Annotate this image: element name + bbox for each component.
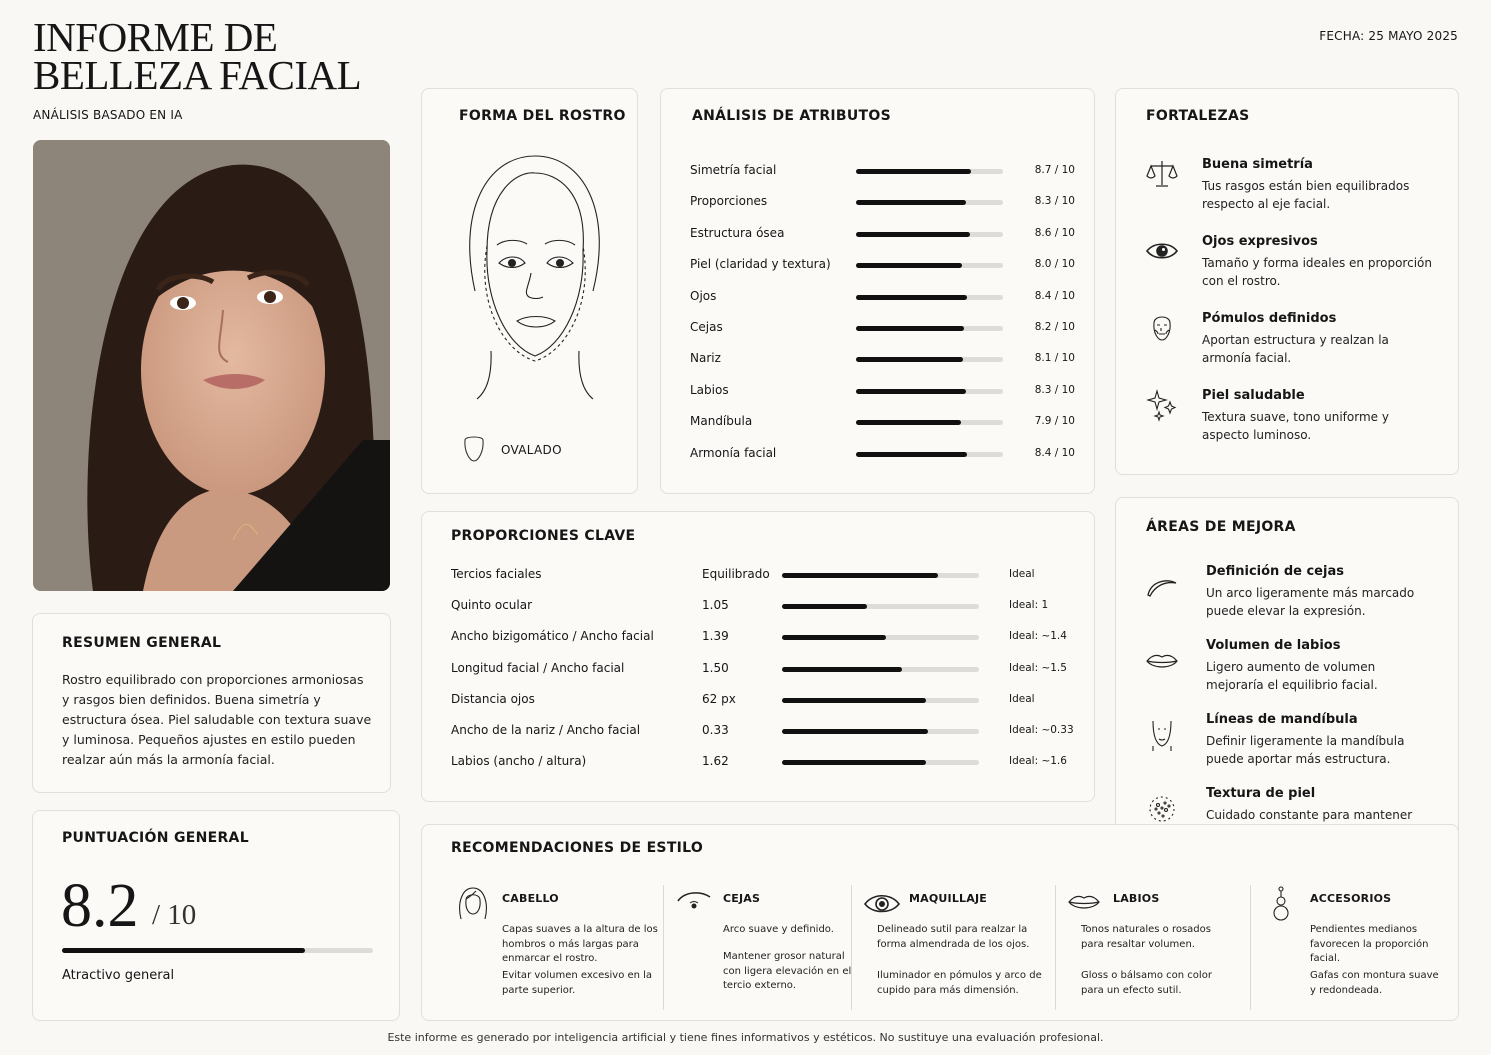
proportion-label: Quinto ocular — [451, 598, 533, 613]
recommendation-title: LABIOS — [1113, 892, 1160, 905]
attribute-row — [690, 412, 1075, 432]
proportion-value: 1.62 — [702, 754, 729, 769]
recommendation-text-1: Capas suaves a la altura de los hombros o más largas para enmarcar el rostro. — [502, 924, 658, 964]
proportion-row — [451, 752, 1091, 772]
eye-makeup-icon — [863, 885, 901, 923]
proportion-bar — [782, 573, 979, 578]
recommendation-divider — [1055, 885, 1056, 1010]
recommendation-text-2: Evitar volumen excesivo en la parte superior. — [502, 970, 653, 996]
attribute-bar — [856, 169, 1003, 174]
recommendation-cabello — [454, 885, 687, 1010]
attribute-label: Ojos — [690, 288, 717, 303]
attribute-bar — [856, 452, 1003, 457]
improvement-title: Textura de piel — [1206, 786, 1316, 801]
attribute-bar-fill — [856, 295, 967, 300]
attribute-bar — [856, 420, 1003, 425]
proportion-label: Longitud facial / Ancho facial — [451, 660, 625, 675]
attribute-label: Armonía facial — [690, 445, 777, 460]
proportion-bar-fill — [782, 698, 926, 703]
hair-icon — [454, 885, 492, 923]
proportion-row — [451, 565, 1091, 585]
proportion-ideal: Ideal: 1 — [1009, 599, 1049, 612]
proportion-label: Ancho bizigomático / Ancho facial — [451, 629, 654, 644]
face-cheekbones-icon — [1145, 311, 1179, 345]
strength-title: Buena simetría — [1202, 157, 1313, 172]
improvement-title: Definición de cejas — [1206, 564, 1344, 579]
proportion-value: 1.05 — [702, 598, 729, 613]
attribute-label: Piel (claridad y textura) — [690, 257, 831, 272]
strength-title: Pómulos definidos — [1202, 311, 1337, 326]
summary-title: RESUMEN GENERAL — [62, 635, 222, 651]
proportion-ideal: Ideal: ~1.5 — [1009, 661, 1067, 674]
attribute-bar — [856, 389, 1003, 394]
attribute-value: 8.0 / 10 — [1034, 258, 1075, 271]
attribute-row — [690, 224, 1075, 244]
attribute-label: Labios — [690, 382, 729, 397]
attribute-value: 8.2 / 10 — [1034, 321, 1075, 333]
attribute-bar-fill — [856, 200, 966, 205]
recommendation-divider — [1250, 885, 1251, 1010]
face-shape-label: OVALADO — [501, 443, 562, 457]
proportion-bar-fill — [782, 573, 938, 578]
attribute-row — [690, 444, 1075, 464]
attribute-value: 8.3 / 10 — [1034, 383, 1075, 396]
recommendation-text-2: Iluminador en pómulos y arco de cupido para más dimensión. — [877, 970, 1042, 996]
proportion-value: 1.39 — [702, 629, 729, 644]
recommendation-title: ACCESORIOS — [1310, 892, 1392, 905]
strength-desc: Aportan estructura y realzan la armonía facial. — [1202, 333, 1389, 365]
attribute-row — [690, 192, 1075, 212]
score-max: / 10 — [152, 899, 197, 931]
skin-texture-icon — [1145, 792, 1179, 826]
lips-icon — [1067, 885, 1105, 923]
recommendation-accesorios — [1262, 885, 1460, 1010]
attribute-bar-fill — [856, 169, 971, 174]
proportion-value: 62 px — [702, 691, 736, 706]
attribute-bar — [856, 200, 1003, 205]
score-card — [32, 810, 400, 1021]
proportion-value: Equilibrado — [702, 567, 770, 581]
recommendation-text-1: Arco suave y definido. — [723, 924, 834, 935]
attribute-value: 8.4 / 10 — [1034, 289, 1075, 302]
attributes-title: ANÁLISIS DE ATRIBUTOS — [692, 108, 891, 124]
score-value: 8.2 — [61, 872, 139, 940]
attribute-row — [690, 349, 1075, 369]
attribute-value: 8.3 / 10 — [1034, 195, 1075, 208]
improvement-desc: Ligero aumento de volumen mejoraría el equilibrio facial. — [1206, 660, 1378, 692]
proportion-ideal: Ideal: ~1.4 — [1009, 630, 1067, 643]
recommendation-title: MAQUILLAJE — [909, 892, 987, 905]
report-date: FECHA: 25 MAYO 2025 — [1319, 29, 1458, 43]
face-line-drawing — [457, 151, 607, 401]
report-title: INFORME DE BELLEZA FACIAL — [33, 14, 362, 98]
proportion-row — [451, 721, 1091, 741]
attribute-bar-fill — [856, 357, 963, 362]
improvements-card — [1115, 497, 1459, 862]
proportion-row — [451, 627, 1091, 647]
recommendation-title: CEJAS — [723, 892, 761, 905]
attribute-row — [690, 381, 1075, 401]
proportion-value: 1.50 — [702, 660, 729, 675]
recommendation-text-1: Tonos naturales o rosados para resaltar volumen. — [1081, 924, 1211, 950]
attribute-bar-fill — [856, 389, 966, 394]
attribute-bar — [856, 232, 1003, 237]
recommendation-cejas — [675, 885, 873, 1010]
strength-desc: Textura suave, tono uniforme y aspecto luminoso. — [1202, 410, 1389, 442]
proportion-label: Labios (ancho / altura) — [451, 754, 587, 769]
summary-text: Rostro equilibrado con proporciones armoniosas y rasgos bien definidos. Buena simetría y estructura ósea. Piel saludable con textura suave y luminosa. Pequeños ajustes en estilo pueden realzar aún más la armonía facial. — [62, 672, 372, 767]
proportion-bar — [782, 635, 979, 640]
proportion-ideal: Ideal: ~0.33 — [1009, 724, 1074, 736]
sparkles-icon — [1145, 388, 1179, 422]
balance-scale-icon — [1145, 157, 1179, 191]
recommendation-text-2: Gloss o bálsamo con color para un efecto sutil. — [1081, 970, 1212, 996]
proportion-bar-fill — [782, 635, 886, 640]
portrait-photo — [33, 140, 390, 591]
strengths-title: FORTALEZAS — [1146, 108, 1250, 124]
attribute-bar-fill — [856, 232, 970, 237]
attribute-label: Simetría facial — [690, 163, 777, 177]
proportion-bar — [782, 760, 979, 765]
recommendation-divider — [851, 885, 852, 1010]
attribute-value: 8.1 / 10 — [1034, 352, 1075, 365]
recommendation-text-1: Delineado sutil para realzar la forma almendrada de los ojos. — [877, 924, 1030, 950]
attribute-bar-fill — [856, 420, 961, 425]
attribute-bar-fill — [856, 452, 967, 457]
jawline-icon — [1145, 718, 1179, 752]
attribute-label: Estructura ósea — [690, 225, 785, 240]
strength-title: Piel saludable — [1202, 388, 1305, 403]
recommendations-card — [421, 824, 1459, 1021]
proportions-title: PROPORCIONES CLAVE — [451, 528, 636, 544]
proportion-bar — [782, 667, 979, 672]
improvement-title: Líneas de mandíbula — [1206, 712, 1358, 727]
proportion-row — [451, 596, 1091, 616]
attribute-label: Mandíbula — [690, 414, 753, 429]
proportion-bar-fill — [782, 667, 902, 672]
attribute-row — [690, 161, 1075, 181]
attribute-bar — [856, 357, 1003, 362]
proportion-bar-fill — [782, 729, 928, 734]
proportion-label: Tercios faciales — [451, 567, 542, 581]
oval-face-outline-icon — [462, 434, 486, 464]
score-bar-fill — [62, 948, 305, 953]
proportion-value: 0.33 — [702, 723, 729, 737]
proportion-row — [451, 659, 1091, 679]
attribute-value: 8.4 / 10 — [1034, 446, 1075, 459]
score-caption: Atractivo general — [62, 968, 175, 983]
improvement-title: Volumen de labios — [1206, 638, 1341, 653]
strength-title: Ojos expresivos — [1202, 234, 1318, 249]
recommendation-text-1: Pendientes medianos favorecen la proporción facial. — [1310, 924, 1429, 964]
attributes-card — [660, 88, 1095, 494]
proportions-card — [421, 511, 1095, 802]
earring-icon — [1262, 885, 1300, 923]
report-subtitle: ANÁLISIS BASADO EN IA — [33, 108, 183, 122]
face-shape-card — [421, 88, 638, 494]
attribute-label: Cejas — [690, 320, 723, 334]
attribute-bar — [856, 263, 1003, 268]
summary-card — [32, 613, 391, 793]
recommendations-title: RECOMENDACIONES DE ESTILO — [451, 840, 704, 856]
improvements-title: ÁREAS DE MEJORA — [1146, 519, 1296, 535]
proportion-ideal: Ideal — [1009, 568, 1035, 580]
strengths-card — [1115, 88, 1459, 475]
eyebrow-icon — [675, 885, 713, 923]
proportion-bar — [782, 729, 979, 734]
recommendation-title: CABELLO — [502, 892, 559, 905]
face-shape-title: FORMA DEL ROSTRO — [459, 108, 626, 124]
proportion-label: Ancho de la nariz / Ancho facial — [451, 723, 641, 737]
attribute-bar-fill — [856, 263, 962, 268]
score-bar — [62, 948, 373, 953]
improvement-desc: Un arco ligeramente más marcado puede elevar la expresión. — [1206, 586, 1415, 618]
improvement-desc: Definir ligeramente la mandíbula puede aportar más estructura. — [1206, 734, 1405, 766]
recommendation-divider — [663, 885, 664, 1010]
attribute-value: 8.6 / 10 — [1034, 226, 1075, 239]
proportion-label: Distancia ojos — [451, 691, 535, 706]
recommendation-maquillaje — [863, 885, 1067, 1010]
attribute-row — [690, 255, 1075, 275]
attribute-row — [690, 318, 1075, 338]
proportion-bar — [782, 604, 979, 609]
attribute-bar-fill — [856, 326, 964, 331]
attribute-row — [690, 287, 1075, 307]
disclaimer-footer: Este informe es generado por inteligencia artificial y tiene fines informativos y estéticos. No sustituye una evaluación profesional. — [387, 1031, 1104, 1044]
eyebrow-arch-icon — [1145, 570, 1179, 604]
proportion-ideal: Ideal — [1009, 692, 1035, 705]
recommendation-labios — [1067, 885, 1246, 1010]
attribute-value: 7.9 / 10 — [1034, 415, 1075, 428]
strength-desc: Tus rasgos están bien equilibrados respecto al eje facial. — [1202, 179, 1410, 211]
attribute-bar — [856, 326, 1003, 331]
improvement-desc: Cuidado constante para mantener — [1206, 808, 1413, 822]
strength-desc: Tamaño y forma ideales en proporción con el rostro. — [1202, 256, 1432, 288]
proportion-ideal: Ideal: ~1.6 — [1009, 755, 1067, 768]
recommendation-text-2: Gafas con montura suave y redondeada. — [1310, 970, 1439, 996]
score-title: PUNTUACIÓN GENERAL — [62, 830, 249, 846]
attribute-value: 8.7 / 10 — [1034, 164, 1075, 176]
attribute-bar — [856, 295, 1003, 300]
proportion-bar-fill — [782, 760, 926, 765]
attribute-label: Nariz — [690, 351, 721, 366]
lips-icon — [1145, 644, 1179, 678]
recommendation-text-2: Mantener grosor natural con ligera elevación en el tercio externo. — [723, 951, 852, 991]
proportion-row — [451, 690, 1091, 710]
eye-icon — [1145, 234, 1179, 268]
attribute-label: Proporciones — [690, 194, 768, 209]
proportion-bar — [782, 698, 979, 703]
proportion-bar-fill — [782, 604, 867, 609]
